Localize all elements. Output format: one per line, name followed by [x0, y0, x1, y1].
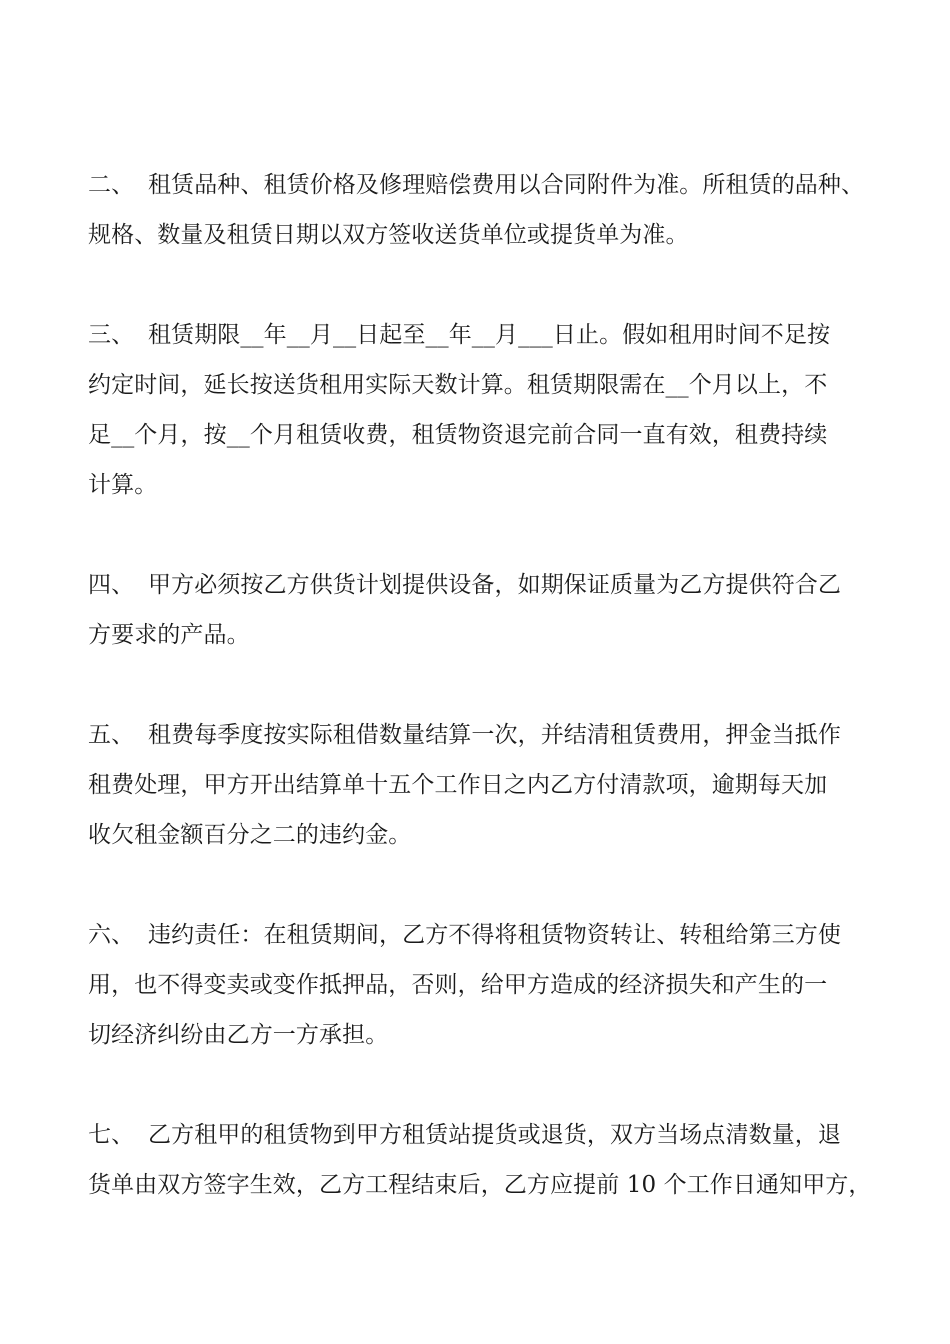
- clause-text: 租赁品种、租赁价格及修理赔偿费用以合同附件为准。所租赁的品种、: [148, 172, 865, 198]
- clause-line: 用，也不得变卖或变作抵押品，否则，给甲方造成的经济损失和产生的一: [88, 972, 828, 998]
- clause-3: [88, 310, 888, 510]
- clause-text: 租赁期限__年__月__日起至__年__月___日止。假如租用时间不足按: [148, 322, 831, 348]
- clause-number: 三、: [88, 322, 135, 348]
- clause-text: 租费每季度按实际租借数量结算一次，并结清租赁费用，押金当抵作: [148, 722, 841, 748]
- clause-4: [88, 560, 888, 660]
- clause-line: [88, 910, 888, 960]
- clause-line: [88, 160, 888, 210]
- clause-line: [88, 710, 888, 760]
- clause-line: 足__个月，按__个月租赁收费，租赁物资退完前合同一直有效，租费持续: [88, 422, 828, 448]
- clause-5: [88, 710, 888, 860]
- clause-line: 计算。: [88, 472, 158, 498]
- clause-line: 方要求的产品。: [88, 622, 250, 648]
- clause-number: 四、: [88, 572, 135, 598]
- clause-line: 切经济纠纷由乙方一方承担。: [88, 1022, 389, 1048]
- clause-text: 违约责任：在租赁期间，乙方不得将租赁物资转让、转租给第三方使: [148, 922, 841, 948]
- clause-line: [88, 1110, 888, 1160]
- clause-text: 乙方租甲的租赁物到甲方租赁站提货或退货，双方当场点清数量，退: [148, 1122, 841, 1148]
- clause-line: 收欠租金额百分之二的违约金。: [88, 822, 412, 848]
- clause-number: 五、: [88, 722, 135, 748]
- clause-6: [88, 910, 888, 1060]
- clause-number: 二、: [88, 172, 135, 198]
- clause-7: [88, 1110, 888, 1210]
- clause-line: 规格、数量及租赁日期以双方签收送货单位或提货单为准。: [88, 222, 689, 248]
- clause-line: [88, 310, 888, 360]
- clause-number: 七、: [88, 1122, 135, 1148]
- clause-line: 货单由双方签字生效，乙方工程结束后，乙方应提前 10 个工作日通知甲方，: [88, 1172, 872, 1198]
- clause-line: [88, 560, 888, 610]
- clause-line: 租费处理，甲方开出结算单十五个工作日之内乙方付清款项，逾期每天加: [88, 772, 828, 798]
- clause-2: [88, 160, 888, 260]
- clause-number: 六、: [88, 922, 135, 948]
- clause-text: 甲方必须按乙方供货计划提供设备，如期保证质量为乙方提供符合乙: [148, 572, 841, 598]
- clause-line: 约定时间，延长按送货租用实际天数计算。租赁期限需在__个月以上，不: [88, 372, 828, 398]
